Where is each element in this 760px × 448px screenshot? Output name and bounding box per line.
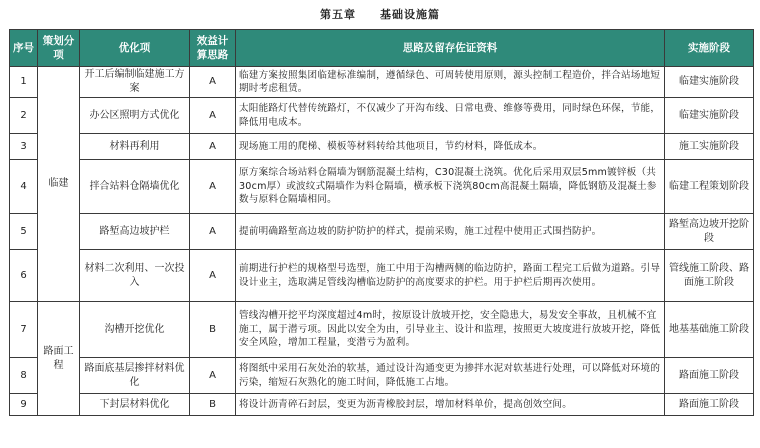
row-item: 开工后编制临建施工方案	[80, 67, 190, 98]
table-row	[10, 160, 754, 214]
table-header-row	[10, 30, 754, 67]
row-no: 1	[10, 67, 38, 98]
row-rationale: 临建方案按照集团临建标准编制，遵循绿色、可周转使用原则，源头控制工程造价，拌合站场地短期时考虑租赁。	[236, 67, 665, 98]
row-benefit: A	[190, 134, 236, 160]
row-benefit: A	[190, 358, 236, 394]
row-benefit: A	[190, 67, 236, 98]
row-item: 材料二次利用、一次投入	[80, 250, 190, 302]
row-item: 沟槽开挖优化	[80, 302, 190, 358]
table-row	[10, 134, 754, 160]
row-item: 下封层材料优化	[80, 394, 190, 416]
row-benefit: B	[190, 302, 236, 358]
table-row	[10, 302, 754, 358]
row-item: 路面底基层掺拌材料优化	[80, 358, 190, 394]
row-benefit: A	[190, 98, 236, 134]
row-no: 5	[10, 214, 38, 250]
table-row	[10, 250, 754, 302]
row-no: 3	[10, 134, 38, 160]
row-stage: 临建实施阶段	[665, 98, 754, 134]
row-stage: 路面施工阶段	[665, 358, 754, 394]
row-rationale: 将设计沥青碎石封层，变更为沥青橡胶封层，增加材料单价，提高创效空间。	[236, 394, 665, 416]
row-rationale: 提前明确路堑高边坡的防护防护的样式，提前采购，施工过程中使用正式围挡防护。	[236, 214, 665, 250]
header-rationale: 思路及留存佐证资料	[236, 30, 665, 67]
row-benefit: B	[190, 394, 236, 416]
row-stage: 临建实施阶段	[665, 67, 754, 98]
row-rationale: 原方案综合场站料仓隔墙为钢筋混凝土结构，C30混凝土浇筑。优化后采用双层5mm镀锌板（共30cm厚）或波纹式隔墙作为料仓隔墙，横承板下浇筑80cm高混凝土隔墙，降低钢筋及混凝土参数与原料仓隔墙相同。	[236, 160, 665, 214]
row-no: 4	[10, 160, 38, 214]
header-category: 策划分项	[38, 30, 80, 67]
header-benefit: 效益计算思路	[190, 30, 236, 67]
category-cell-lumian: 路面工程	[38, 302, 80, 416]
row-item: 路堑高边坡护栏	[80, 214, 190, 250]
chapter-title: 第五章 基础设施篇	[320, 8, 440, 21]
row-no: 8	[10, 358, 38, 394]
category-cell-linjian: 临建	[38, 67, 80, 302]
row-item: 办公区照明方式优化	[80, 98, 190, 134]
row-no: 9	[10, 394, 38, 416]
row-rationale: 管线沟槽开挖平均深度超过4m时，按原设计放坡开挖，安全隐患大，易发安全事故，且机械不宜施工，属于潜亏项。因此以安全为由，引导业主、设计和监理，按照更大坡度进行放坡开挖，降低安全风险，增加工程量，变潜亏为盈利。	[236, 302, 665, 358]
row-no: 2	[10, 98, 38, 134]
header-stage: 实施阶段	[665, 30, 754, 67]
header-no: 序号	[10, 30, 38, 67]
row-item: 拌合站料仓隔墙优化	[80, 160, 190, 214]
row-stage: 路堑高边坡开挖阶段	[665, 214, 754, 250]
row-stage: 临建工程策划阶段	[665, 160, 754, 214]
table-row	[10, 98, 754, 134]
table-row	[10, 67, 754, 98]
header-item: 优化项	[80, 30, 190, 67]
table-row	[10, 358, 754, 394]
row-item: 材料再利用	[80, 134, 190, 160]
row-benefit: A	[190, 250, 236, 302]
row-benefit: A	[190, 214, 236, 250]
optimization-table	[9, 29, 754, 416]
row-rationale: 现场施工用的爬梯、模板等材料转给其他项目，节约材料，降低成本。	[236, 134, 665, 160]
row-stage: 施工实施阶段	[665, 134, 754, 160]
table-row	[10, 214, 754, 250]
row-benefit: A	[190, 160, 236, 214]
row-stage: 路面施工阶段	[665, 394, 754, 416]
row-rationale: 将图纸中采用石灰处治的软基，通过设计沟通变更为掺拌水泥对软基进行处理，可以降低对环境的污染，缩短石灰熟化的施工时间，降低施工占地。	[236, 358, 665, 394]
row-no: 7	[10, 302, 38, 358]
row-rationale: 太阳能路灯代替传统路灯，不仅减少了开沟布线、日常电费、维修等费用，同时绿色环保，节能，降低用电成本。	[236, 98, 665, 134]
row-stage: 管线施工阶段、路面施工阶段	[665, 250, 754, 302]
table-row	[10, 394, 754, 416]
row-stage: 地基基础施工阶段	[665, 302, 754, 358]
row-rationale: 前期进行护栏的规格型号选型，施工中用于沟槽两侧的临边防护，路面工程完工后做为道路。引导设计业主，选取满足管线沟槽临边防护的高度要求的护栏。用于护栏后期再次使用。	[236, 250, 665, 302]
row-no: 6	[10, 250, 38, 302]
